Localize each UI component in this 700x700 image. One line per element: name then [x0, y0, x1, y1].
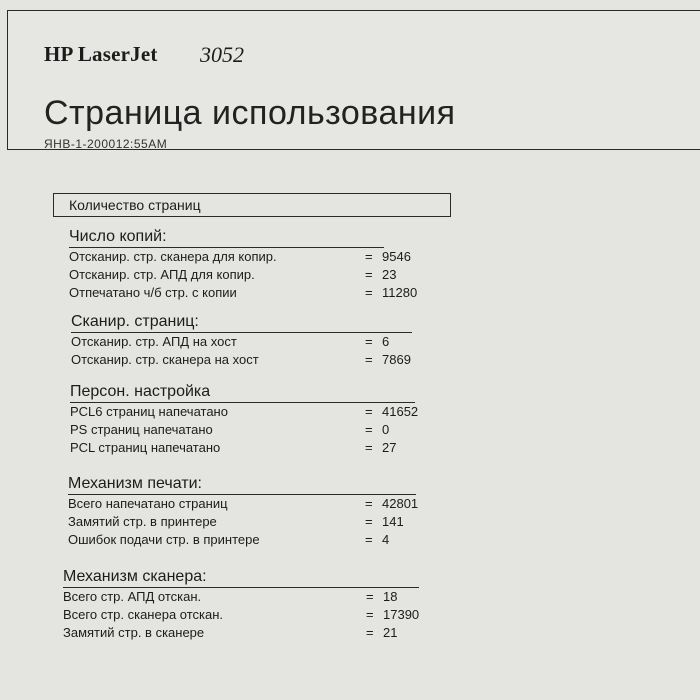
- counter-label: Всего стр. АПД отскан.: [63, 589, 202, 604]
- counter-row: [68, 514, 468, 531]
- counter-value: 17390: [383, 607, 420, 622]
- counter-row: [70, 422, 470, 439]
- section-underline: [63, 587, 419, 588]
- counter-row: [63, 589, 463, 606]
- counter-value: 27: [382, 440, 397, 455]
- counter-value: 0: [382, 422, 390, 437]
- brand-name: HP LaserJet: [44, 42, 158, 66]
- equals-sign: =: [365, 334, 373, 349]
- equals-sign: =: [365, 440, 373, 455]
- section-title: Механизм сканера:: [63, 568, 207, 585]
- counter-label: Ошибок подачи стр. в принтере: [68, 532, 260, 547]
- counter-label: Отсканир. стр. сканера на хост: [71, 352, 259, 367]
- page-count-label: Количество страниц: [69, 197, 201, 213]
- section-title: Сканир. страниц:: [71, 313, 199, 330]
- counter-row: [71, 334, 471, 351]
- section-title: Число копий:: [69, 228, 167, 245]
- counter-row: [68, 532, 468, 549]
- section-title: Персон. настройка: [70, 383, 211, 400]
- counter-value: 42801: [382, 496, 419, 511]
- section-underline: [69, 247, 384, 248]
- counter-row: [69, 285, 469, 302]
- counter-label: Замятий стр. в сканере: [63, 625, 205, 640]
- section-title: Механизм печати:: [68, 475, 202, 492]
- counter-value: 18: [383, 589, 398, 604]
- page-title: Страница использования: [44, 94, 456, 132]
- counter-row: [69, 249, 469, 266]
- counter-row: [70, 404, 470, 421]
- equals-sign: =: [365, 352, 373, 367]
- counter-label: PS страниц напечатано: [70, 422, 213, 437]
- counter-value: 7869: [382, 352, 411, 367]
- counter-label: Отпечатано ч/б стр. с копии: [69, 285, 237, 300]
- equals-sign: =: [366, 589, 374, 604]
- counter-row: [70, 440, 470, 457]
- counter-label: Замятий стр. в принтере: [68, 514, 217, 529]
- counter-value: 9546: [382, 249, 411, 264]
- counter-value: 23: [382, 267, 397, 282]
- counter-row: [63, 607, 463, 624]
- section-underline: [68, 494, 416, 495]
- counter-value: 4: [382, 532, 390, 547]
- equals-sign: =: [365, 514, 373, 529]
- counter-row: [71, 352, 471, 369]
- counter-label: PCL6 страниц напечатано: [70, 404, 228, 419]
- counter-value: 41652: [382, 404, 419, 419]
- equals-sign: =: [365, 249, 373, 264]
- counter-label: Всего стр. сканера отскан.: [63, 607, 224, 622]
- equals-sign: =: [365, 532, 373, 547]
- counter-row: [63, 625, 463, 642]
- counter-label: Отсканир. стр. АПД для копир.: [69, 267, 255, 282]
- counter-row: [69, 267, 469, 284]
- counter-label: Всего напечатано страниц: [68, 496, 228, 511]
- model-number: 3052: [200, 42, 244, 67]
- counter-value: 6: [382, 334, 390, 349]
- equals-sign: =: [366, 607, 374, 622]
- counter-value: 11280: [382, 285, 418, 300]
- counter-label: Отсканир. стр. АПД на хост: [71, 334, 237, 349]
- equals-sign: =: [365, 267, 373, 282]
- equals-sign: =: [365, 496, 373, 511]
- section-underline: [70, 402, 415, 403]
- equals-sign: =: [365, 404, 373, 419]
- counter-label: Отсканир. стр. сканера для копир.: [69, 249, 277, 264]
- counter-label: PCL страниц напечатано: [70, 440, 221, 455]
- counter-value: 141: [382, 514, 404, 529]
- equals-sign: =: [366, 625, 374, 640]
- counter-value: 21: [383, 625, 398, 640]
- counter-row: [68, 496, 468, 513]
- print-date: ЯНВ-1-200012:55AM: [44, 137, 168, 151]
- page-count-box: [53, 193, 451, 217]
- equals-sign: =: [365, 422, 373, 437]
- equals-sign: =: [365, 285, 373, 300]
- section-underline: [71, 332, 412, 333]
